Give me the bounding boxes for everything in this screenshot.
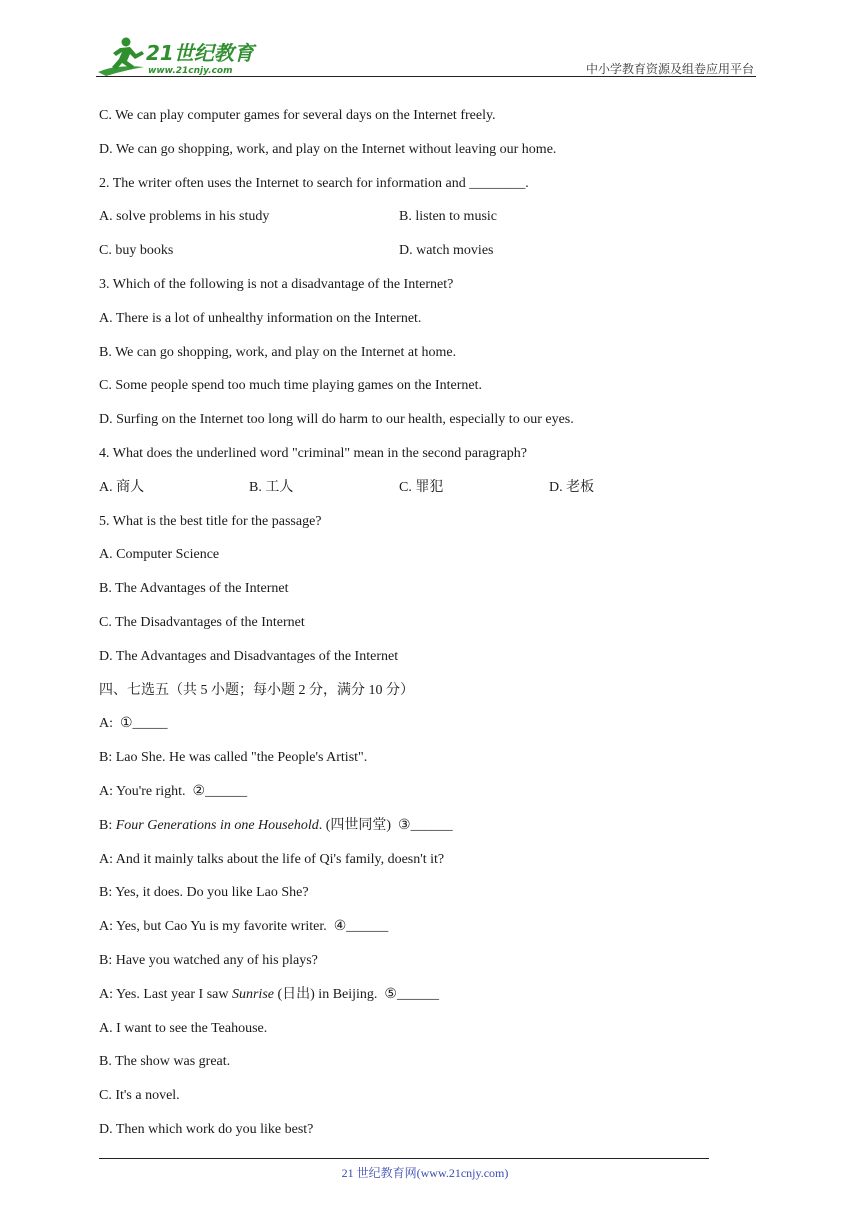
- section-4-title: 四、七选五（共 5 小题；每小题 2 分，满分 10 分）: [99, 682, 414, 698]
- blank-1: ①_____: [120, 716, 168, 732]
- q5-option-d: D. The Advantages and Disadvantages of the Internet: [99, 648, 399, 664]
- q4-option-a: A. 商人: [99, 479, 145, 495]
- dialogue-line: [99, 809, 739, 843]
- dialogue-text: Yes. Last year I saw: [115, 986, 232, 1002]
- book-title: Four Generations in one Household: [115, 817, 319, 833]
- speaker: B:: [99, 817, 113, 833]
- play-title: Sunrise: [231, 986, 274, 1002]
- speaker: A:: [99, 919, 113, 935]
- runner-logo-icon: [96, 34, 266, 78]
- dialogue-line: [99, 707, 739, 741]
- dialogue-text: And it mainly talks about the life of Qi's family, doesn't it?: [115, 851, 445, 867]
- dialogue-line: [99, 876, 739, 910]
- q4-option-b: B. 工人: [249, 479, 294, 495]
- dialogue-text: Yes, it does. Do you like Lao She?: [115, 885, 309, 901]
- choice-option-d: D. Then which work do you like best?: [99, 1121, 314, 1137]
- speaker: A:: [99, 783, 113, 799]
- choice-option-c: C. It's a novel.: [99, 1088, 180, 1104]
- document-body: [99, 99, 739, 1147]
- q3-option-c: C. Some people spend too much time playing games on the Internet.: [99, 378, 482, 394]
- dialogue-line: [99, 843, 739, 877]
- platform-name: 中小学教育资源及组卷应用平台: [585, 62, 754, 76]
- speaker: A:: [99, 716, 113, 732]
- q2-stem: 2. The writer often uses the Internet to search for information and ________.: [99, 175, 529, 191]
- logo-url: www.21cnjy.com: [148, 66, 233, 76]
- blank-2: ②______: [192, 783, 248, 799]
- q1-option-d: D. We can go shopping, work, and play on the Internet without leaving our home.: [99, 141, 557, 157]
- q4-option-c: C. 罪犯: [399, 479, 444, 495]
- dialogue-line: [99, 741, 739, 775]
- q5-stem: 5. What is the best title for the passage?: [99, 513, 322, 529]
- q3-option-a: A. There is a lot of unhealthy information on the Internet.: [99, 310, 422, 326]
- q4-option-d: D. 老板: [549, 479, 595, 495]
- speaker: B:: [99, 885, 113, 901]
- dialogue-text: You're right.: [115, 783, 193, 799]
- speaker: B:: [99, 750, 113, 766]
- dialogue-line: [99, 775, 739, 809]
- speaker: B:: [99, 952, 113, 968]
- blank-3: . (四世同堂) ③______: [318, 817, 453, 833]
- dialogue-text: Lao She. He was called "the People's Artist".: [115, 750, 368, 766]
- dialogue-text: Yes, but Cao Yu is my favorite writer.: [115, 919, 334, 935]
- footer: [0, 1164, 860, 1181]
- q2-options-row-1: [99, 200, 739, 234]
- page-header: [96, 34, 756, 78]
- q1-option-c: C. We can play computer games for several days on the Internet freely.: [99, 108, 496, 123]
- footer-divider: [99, 1158, 709, 1159]
- logo-text: 21世纪教育: [146, 41, 254, 65]
- dialogue-line: [99, 910, 739, 944]
- q4-stem: 4. What does the underlined word "criminal" mean in the second paragraph?: [99, 445, 527, 461]
- q4-options-row: [99, 471, 739, 505]
- dialogue-text: Have you watched any of his plays?: [115, 952, 318, 968]
- q2-option-a: A. solve problems in his study: [99, 209, 270, 225]
- q2-option-b: B. listen to music: [399, 209, 497, 225]
- q3-stem: 3. Which of the following is not a disadvantage of the Internet?: [99, 276, 454, 292]
- q5-option-b: B. The Advantages of the Internet: [99, 581, 289, 597]
- speaker: A:: [99, 986, 113, 1002]
- dialogue-line: [99, 944, 739, 978]
- speaker: A:: [99, 851, 113, 867]
- q5-option-c: C. The Disadvantages of the Internet: [99, 614, 305, 630]
- q3-option-d: D. Surfing on the Internet too long will do harm to our health, especially to our eyes.: [99, 412, 574, 428]
- blank-5: (日出) in Beijing. ⑤______: [273, 986, 439, 1002]
- q2-option-c: C. buy books: [99, 243, 174, 259]
- dialogue-line: [99, 978, 739, 1012]
- q2-options-row-2: [99, 234, 739, 268]
- logo: [96, 34, 266, 78]
- q5-option-a: A. Computer Science: [99, 547, 220, 563]
- choice-option-a: A. I want to see the Teahouse.: [99, 1020, 268, 1036]
- header-divider: [96, 76, 756, 77]
- footer-text: 21 世纪教育网(www.21cnjy.com): [341, 1166, 509, 1180]
- blank-4: ④______: [333, 919, 389, 935]
- q3-option-b: B. We can go shopping, work, and play on the Internet at home.: [99, 344, 457, 360]
- q2-option-d: D. watch movies: [399, 243, 494, 259]
- choice-option-b: B. The show was great.: [99, 1054, 231, 1070]
